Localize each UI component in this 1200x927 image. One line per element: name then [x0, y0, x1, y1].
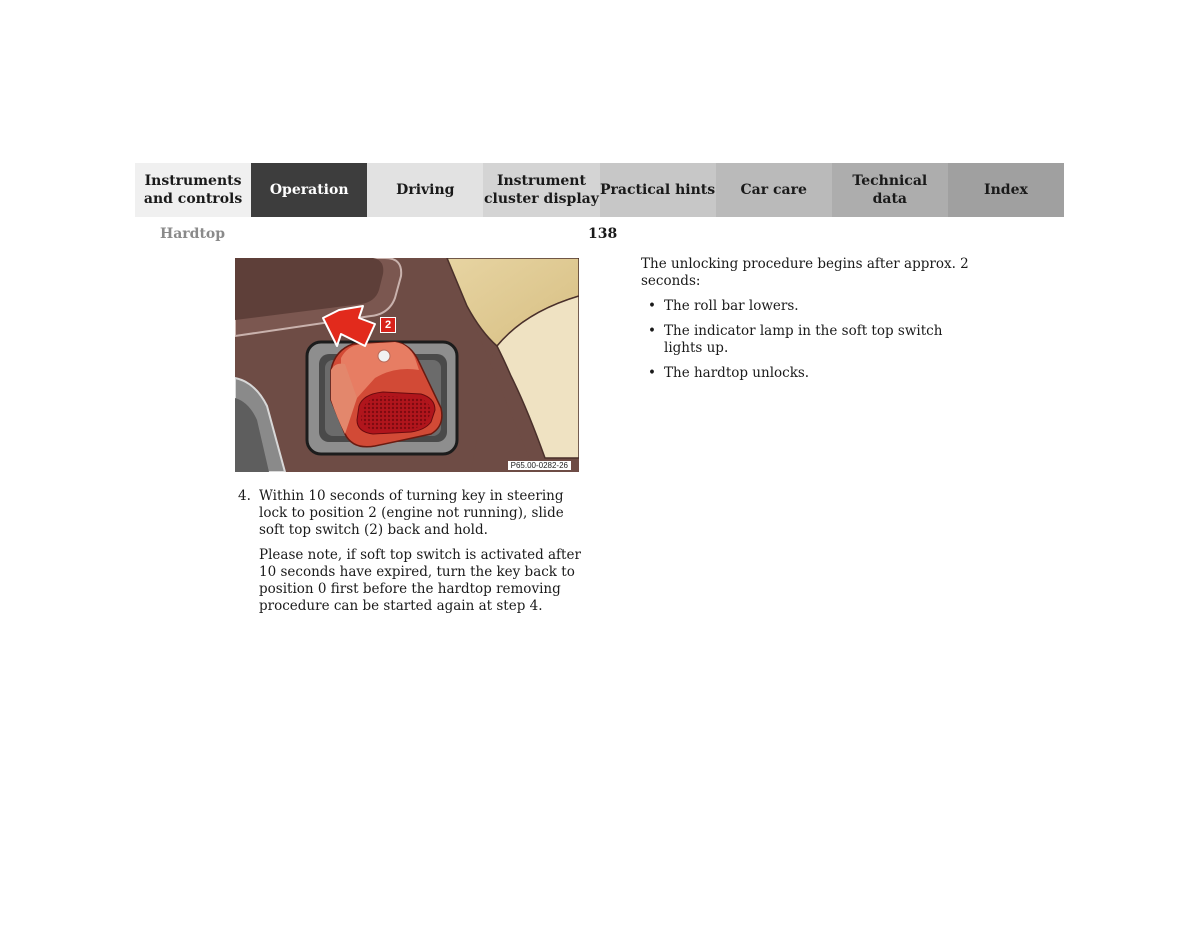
tab-operation[interactable]: Operation: [251, 163, 367, 217]
soft-top-switch-illustration: [235, 258, 579, 472]
callout-2-badge: 2: [380, 317, 396, 333]
bullet-item: • The roll bar lowers.: [648, 298, 799, 314]
tab-instruments-and-controls[interactable]: Instruments and controls: [135, 163, 251, 217]
step-number: 4.: [238, 488, 251, 504]
tab-instrument-cluster-display[interactable]: Instrument cluster display: [483, 163, 599, 217]
bullet-icon: •: [648, 323, 656, 339]
unlocking-bullets: [641, 298, 971, 382]
section-title: Hardtop: [160, 226, 226, 242]
tab-practical-hints[interactable]: Practical hints: [600, 163, 716, 217]
unlocking-procedure: [641, 256, 971, 390]
console-drawing: [235, 258, 579, 472]
page-number: 138: [588, 226, 618, 242]
chapter-tabs: [135, 163, 1064, 217]
step-4: [238, 488, 588, 623]
tab-car-care[interactable]: Car care: [716, 163, 832, 217]
tab-driving[interactable]: Driving: [367, 163, 483, 217]
step-4-text: Within 10 seconds of turning key in steering lock to position 2 (engine not running), slide soft top switch (2) back and hold.: [259, 488, 564, 538]
tab-technical-data[interactable]: Technical data: [832, 163, 948, 217]
step-4-note: Please note, if soft top switch is activated after 10 seconds have expired, turn the key back to position 0 first before the hardtop removing procedure can be started again at step 4.: [259, 547, 581, 614]
unlocking-intro: The unlocking procedure begins after approx. 2 seconds:: [641, 256, 969, 289]
tab-index[interactable]: Index: [948, 163, 1064, 217]
bullet-item: • The indicator lamp in the soft top switch lights up.: [648, 323, 943, 356]
figure-reference-code: P65.00-0282-26: [508, 461, 571, 470]
bullet-item: • The hardtop unlocks.: [648, 365, 810, 381]
bullet-icon: •: [648, 298, 656, 314]
bullet-icon: •: [648, 365, 656, 381]
